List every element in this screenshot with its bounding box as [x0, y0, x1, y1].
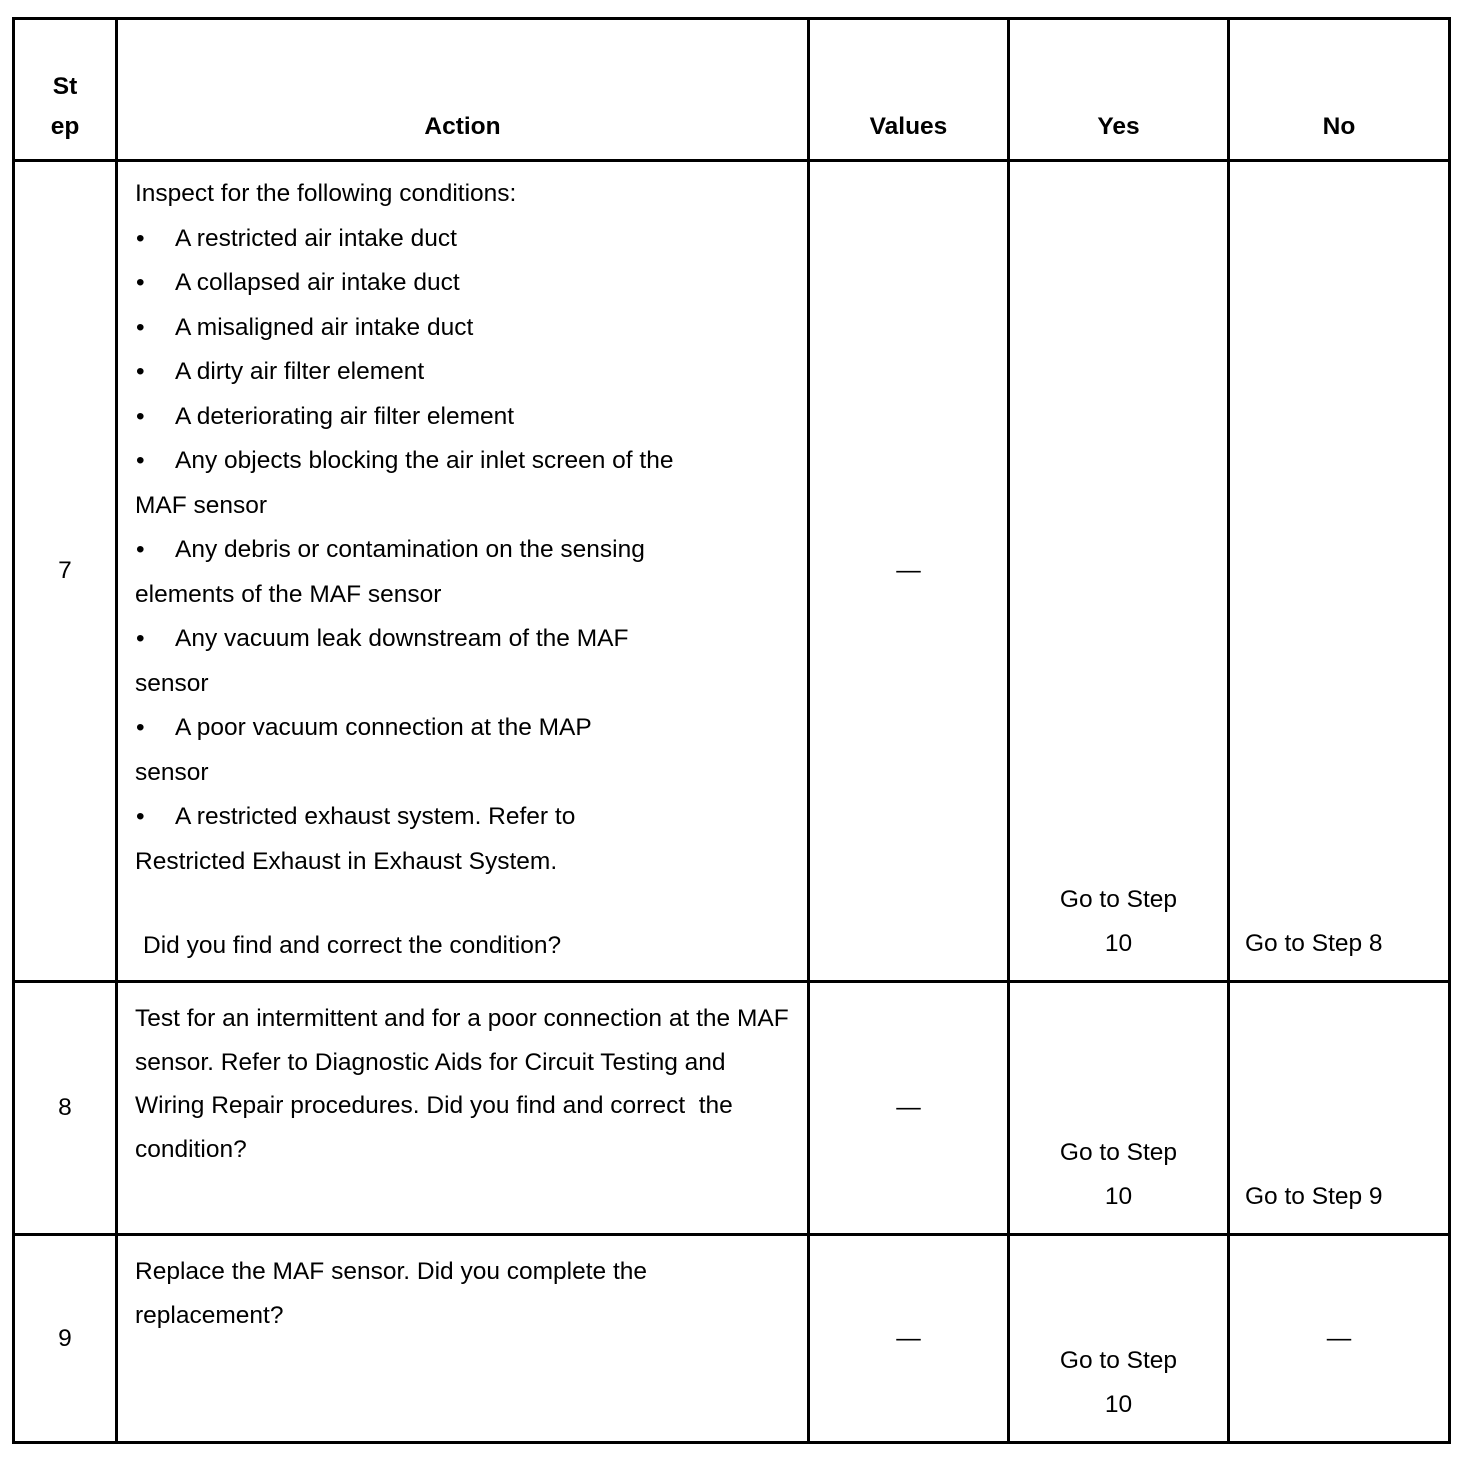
bullet-icon: • — [136, 313, 145, 341]
action-question: Did you find and correct the condition? — [143, 932, 562, 959]
step-number: 8 — [14, 982, 117, 1235]
yes-goto-line1: Go to Step — [1059, 886, 1178, 913]
diagnostic-table — [12, 17, 1451, 1444]
table-row-step-8 — [14, 982, 1450, 1235]
table-row-step-7 — [14, 161, 1450, 982]
header-row — [14, 19, 1450, 161]
values-cell: — — [809, 982, 1009, 1235]
action-text: Test for an intermittent and for a poor connection at the MAF sensor. Refer to Diagnostic Aids for Circuit Testing and Wiring Repair procedures. Did you find and correct the condition? — [135, 1005, 796, 1163]
bullet-icon: • — [136, 714, 145, 741]
action-cell — [117, 1235, 809, 1443]
header-step — [14, 19, 117, 161]
bullet-icon: • — [136, 269, 145, 296]
action-text: Replace the MAF sensor. Did you complete the replacement? — [135, 1258, 648, 1329]
yes-cell — [1009, 1235, 1229, 1443]
bullet-icon: • — [136, 536, 145, 563]
yes-cell — [1009, 982, 1229, 1235]
table-row-step-9 — [14, 1235, 1450, 1443]
header-no: No — [1229, 19, 1450, 161]
list-item: • Any objects blocking the air inlet screen of the MAF sensor — [135, 439, 705, 528]
no-cell: Go to Step 8 — [1229, 161, 1450, 982]
yes-goto-line2: 10 — [1104, 930, 1133, 957]
yes-goto-line2: 10 — [1104, 1183, 1133, 1210]
bullet-icon: • — [136, 625, 145, 652]
yes-goto-line1: Go to Step — [1059, 1139, 1178, 1166]
values-cell: — — [809, 161, 1009, 982]
list-item: • Any debris or contamination on the sensing elements of the MAF sensor — [135, 528, 725, 617]
no-cell: — — [1229, 1235, 1450, 1443]
yes-goto-line1: Go to Step — [1059, 1347, 1178, 1374]
bullet-icon: • — [136, 224, 145, 252]
bullet-icon: • — [136, 402, 145, 430]
header-step-line2: ep — [50, 113, 80, 140]
list-item: • Any vacuum leak downstream of the MAF sensor — [135, 617, 695, 706]
header-step-line1: St — [52, 73, 78, 100]
action-intro: Inspect for the following conditions: — [135, 180, 517, 207]
action-cell — [117, 161, 809, 982]
no-cell: Go to Step 9 — [1229, 982, 1450, 1235]
yes-goto-line2: 10 — [1104, 1391, 1133, 1418]
action-cell — [117, 982, 809, 1235]
header-yes: Yes — [1009, 19, 1229, 161]
yes-cell — [1009, 161, 1229, 982]
list-item: • A restricted exhaust system. Refer to Restricted Exhaust in Exhaust System. — [135, 795, 635, 884]
bullet-icon: • — [136, 803, 145, 830]
list-item: • A poor vacuum connection at the MAP sensor — [135, 706, 655, 795]
step-number: 9 — [14, 1235, 117, 1443]
values-cell: — — [809, 1235, 1009, 1443]
list-item: • A misaligned air intake duct — [135, 306, 793, 351]
header-action: Action — [117, 19, 809, 161]
bullet-icon: • — [136, 358, 145, 385]
header-values: Values — [809, 19, 1009, 161]
list-item: • A collapsed air intake duct — [135, 261, 793, 306]
list-item: • A dirty air filter element — [135, 350, 793, 395]
bullet-icon: • — [136, 447, 145, 474]
list-item: • A deteriorating air filter element — [135, 395, 793, 440]
list-item: • A restricted air intake duct — [135, 217, 793, 262]
step-number: 7 — [14, 161, 117, 982]
